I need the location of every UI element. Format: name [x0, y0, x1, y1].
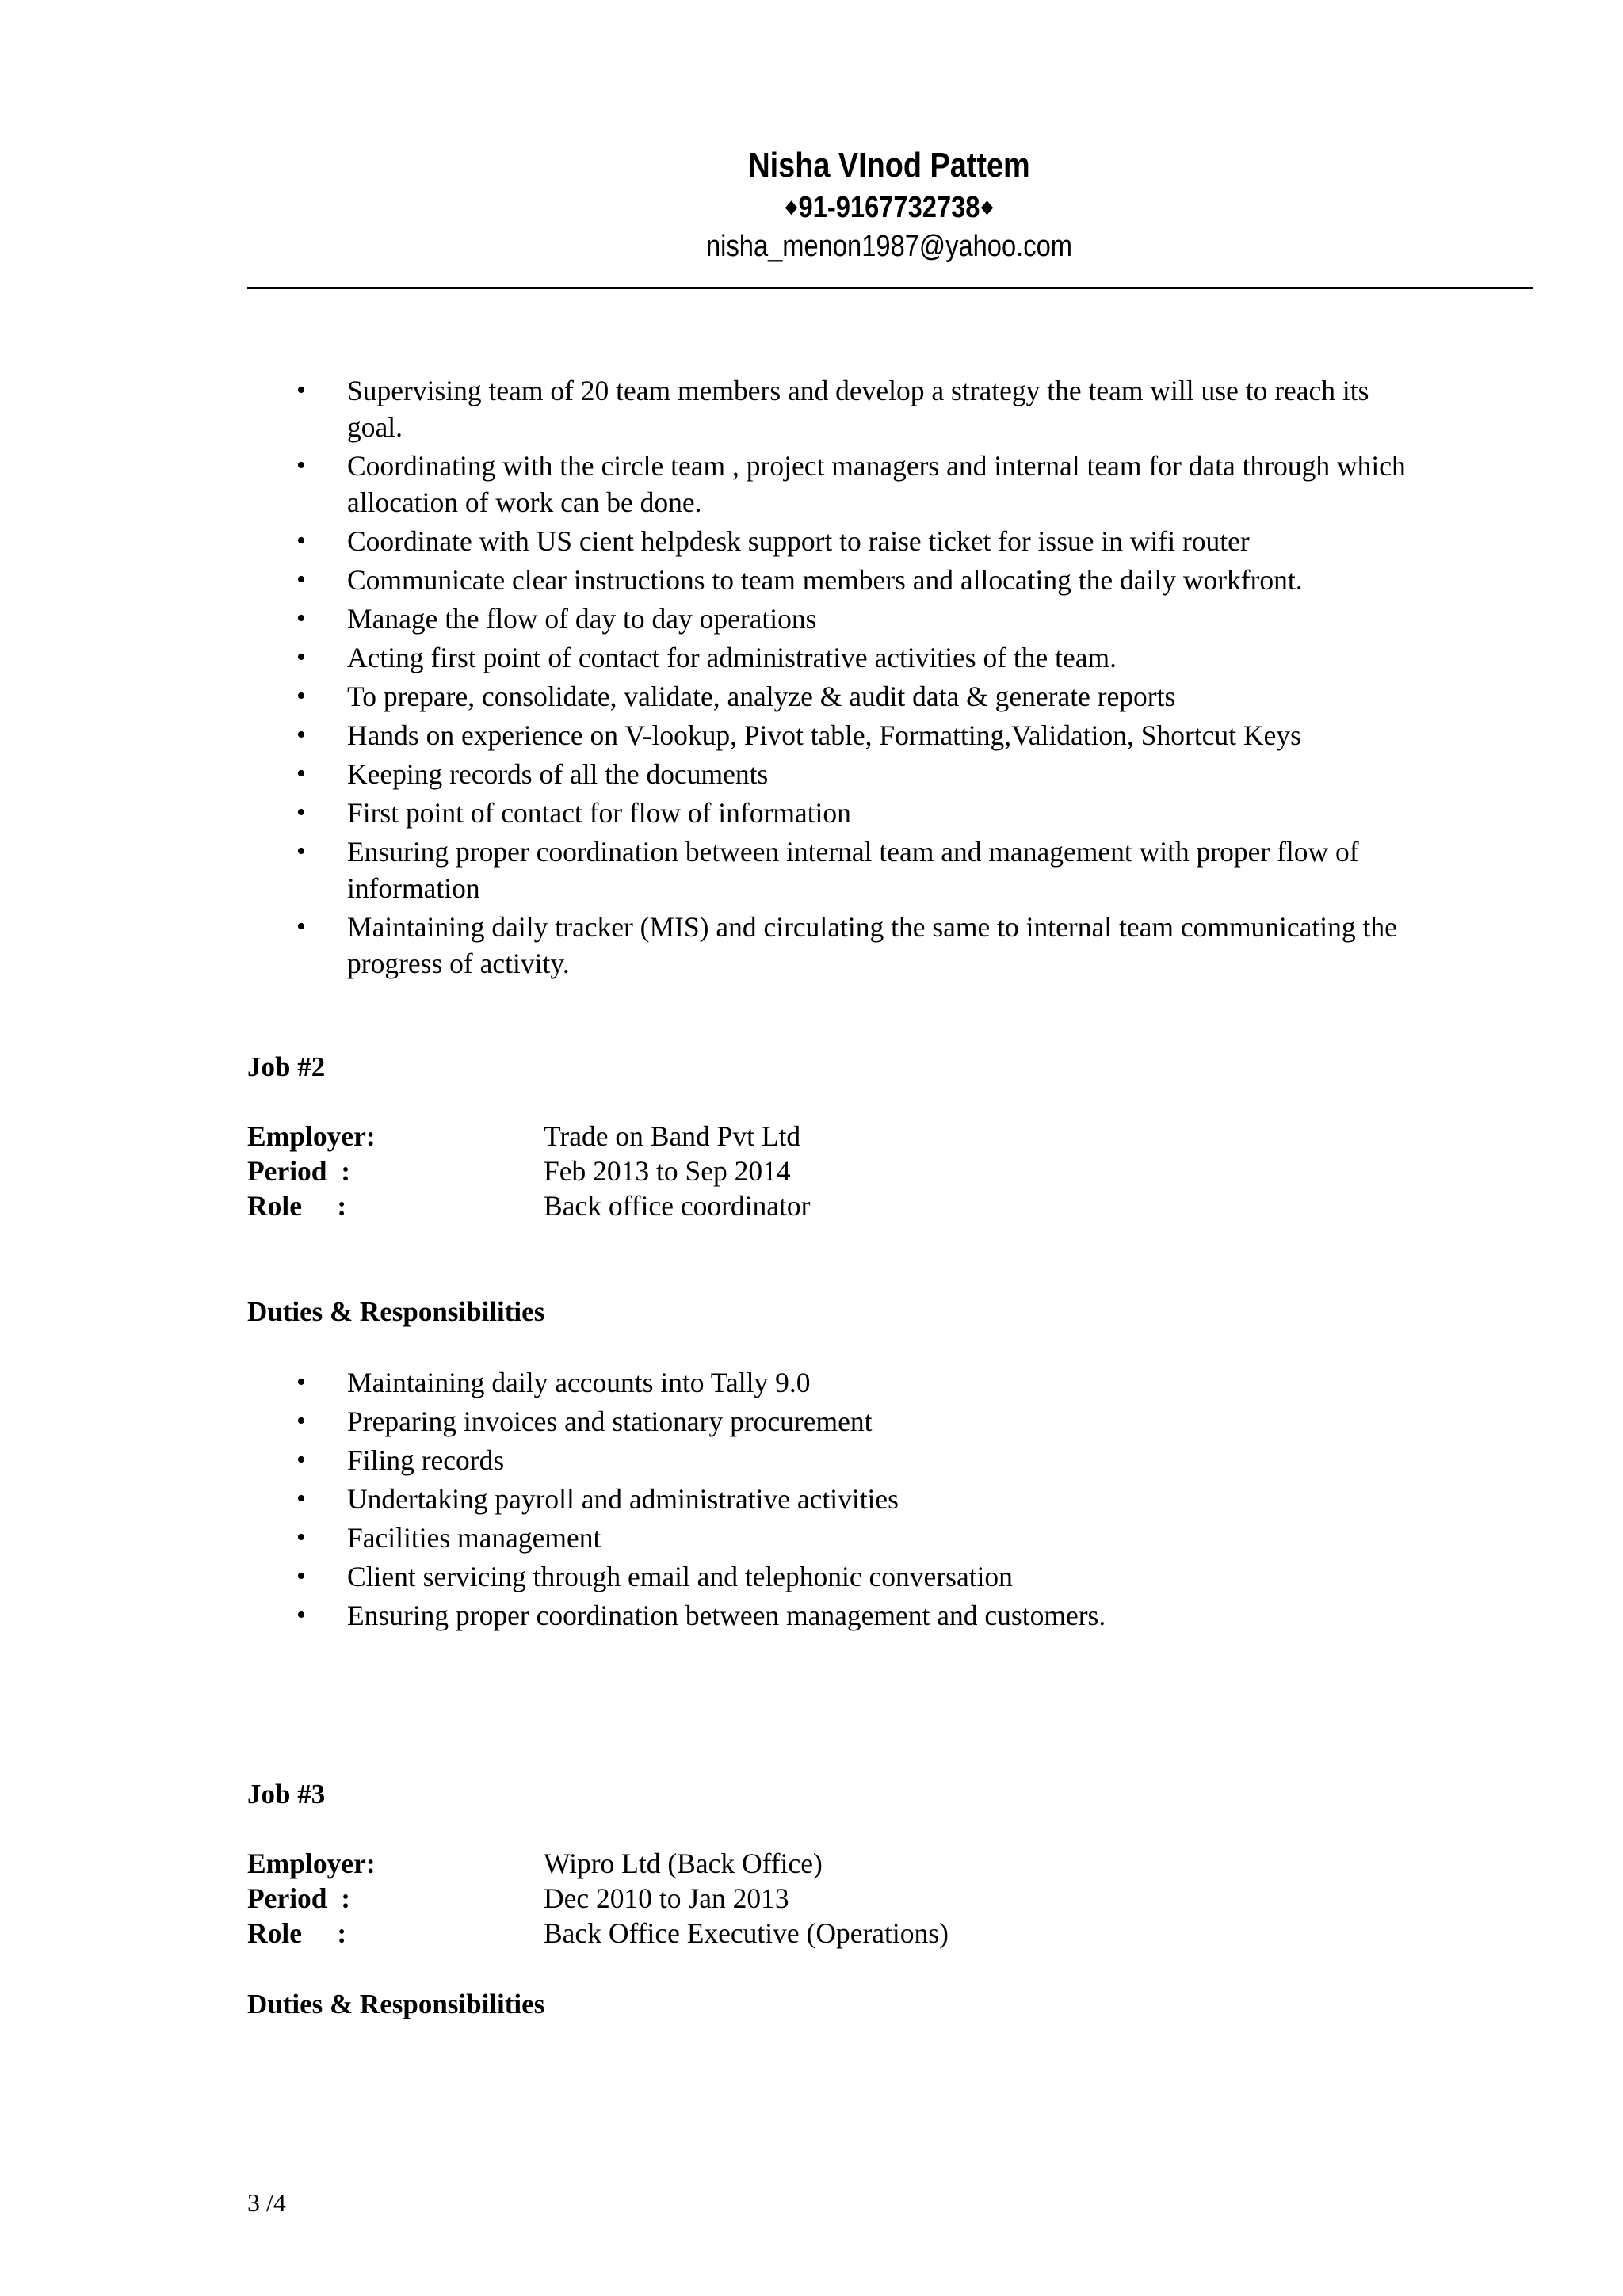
employer-label: Employer: [247, 1848, 376, 1879]
job2-details [247, 1119, 810, 1223]
job3-employer-row [247, 1846, 949, 1881]
list-item-text: Undertaking payroll and administrative activities [347, 1483, 899, 1515]
list-item [295, 448, 1420, 521]
email-address: nisha_menon1987@yahoo.com [706, 230, 1072, 263]
job2-heading: Job #2 [247, 1051, 326, 1082]
list-item [295, 795, 1420, 831]
period-value: Feb 2013 to Sep 2014 [544, 1155, 791, 1187]
list-item-text: Filing records [347, 1444, 505, 1476]
job3-heading: Job #3 [247, 1779, 326, 1810]
role-value: Back Office Executive (Operations) [544, 1917, 949, 1949]
bullet-icon: • [296, 643, 306, 672]
bullet-icon: • [296, 1562, 306, 1591]
job2-period-row [247, 1154, 810, 1188]
bullet-icon: • [296, 681, 306, 711]
list-item-text: Coordinate with US cient helpdesk support to raise ticket for issue in wifi router [347, 525, 1250, 557]
list-item-text: Manage the flow of day to day operations [347, 603, 817, 635]
list-item [295, 562, 1420, 598]
list-item-text: Maintaining daily tracker (MIS) and circulating the same to internal team communicating the progress of activity. [347, 911, 1397, 979]
job3-details [247, 1846, 949, 1951]
job3-role-row [247, 1916, 949, 1951]
diamond-bullet-icon: ◆ [981, 196, 993, 216]
diamond-bullet-icon: ◆ [785, 196, 797, 216]
bullet-icon: • [296, 1600, 306, 1630]
role-label: Role : [247, 1190, 347, 1222]
list-item-text: Acting first point of contact for administrative activities of the team. [347, 642, 1117, 673]
employer-value: Trade on Band Pvt Ltd [544, 1120, 801, 1152]
job3-duties-heading: Duties & Responsibilities [247, 1989, 545, 2019]
list-item [295, 1364, 1420, 1401]
header-divider [247, 287, 1533, 289]
bullet-icon: • [296, 451, 306, 480]
list-item-text: Preparing invoices and stationary procurement [347, 1405, 873, 1437]
phone-number: 91-9167732738 [798, 191, 980, 224]
list-item [295, 601, 1420, 637]
bullet-icon: • [296, 1367, 306, 1397]
list-item-text: Ensuring proper coordination between management and customers. [347, 1600, 1106, 1631]
list-item [295, 1597, 1420, 1634]
list-item [295, 717, 1420, 753]
list-item-text: Maintaining daily accounts into Tally 9.0 [347, 1367, 811, 1398]
bullet-icon: • [296, 798, 306, 827]
bullet-icon: • [296, 759, 306, 788]
job2-role-row [247, 1188, 810, 1223]
list-item [295, 639, 1420, 676]
candidate-name: Nisha VInod Pattem [748, 146, 1030, 185]
list-item [295, 1442, 1420, 1478]
job2-employer-row [247, 1119, 810, 1154]
list-item-text: Client servicing through email and telephonic conversation [347, 1561, 1013, 1592]
bullet-icon: • [296, 565, 306, 594]
list-item [295, 1558, 1420, 1595]
job1-duties-list [295, 372, 1420, 984]
list-item [295, 372, 1420, 445]
list-item-text: Supervising team of 20 team members and develop a strategy the team will use to reach its goal. [347, 375, 1369, 443]
job2-duties-list [295, 1364, 1420, 1636]
bullet-icon: • [296, 1445, 306, 1474]
list-item-text: Communicate clear instructions to team members and allocating the daily workfront. [347, 564, 1303, 596]
list-item-text: Ensuring proper coordination between internal team and management with proper flow of information [347, 836, 1359, 904]
bullet-icon: • [296, 1523, 306, 1552]
period-value: Dec 2010 to Jan 2013 [544, 1882, 789, 1914]
list-item-text: First point of contact for flow of information [347, 797, 851, 829]
list-item [295, 1520, 1420, 1556]
list-item-text: Keeping records of all the documents [347, 758, 769, 790]
role-value: Back office coordinator [544, 1190, 811, 1222]
bullet-icon: • [296, 376, 306, 405]
list-item-text: To prepare, consolidate, validate, analyze & audit data & generate reports [347, 681, 1176, 712]
resume-header [247, 144, 1531, 265]
employer-value: Wipro Ltd (Back Office) [544, 1848, 823, 1879]
phone-line [337, 187, 1441, 227]
list-item [295, 1403, 1420, 1440]
period-label: Period : [247, 1882, 351, 1914]
list-item [295, 833, 1420, 906]
list-item-text: Hands on experience on V-lookup, Pivot table, Formatting,Validation, Shortcut Keys [347, 719, 1301, 751]
bullet-icon: • [296, 837, 306, 866]
bullet-icon: • [296, 526, 306, 555]
list-item [295, 1481, 1420, 1517]
page-number: 3 /4 [247, 2188, 286, 2217]
bullet-icon: • [296, 604, 306, 633]
bullet-icon: • [296, 1484, 306, 1513]
list-item [295, 909, 1420, 982]
list-item [295, 678, 1420, 715]
role-label: Role : [247, 1917, 347, 1949]
bullet-icon: • [296, 912, 306, 941]
list-item [295, 523, 1420, 559]
bullet-icon: • [296, 720, 306, 749]
bullet-icon: • [296, 1406, 306, 1436]
list-item-text: Facilities management [347, 1522, 601, 1554]
job3-period-row [247, 1881, 949, 1916]
job2-duties-heading: Duties & Responsibilities [247, 1296, 545, 1327]
employer-label: Employer: [247, 1120, 376, 1152]
period-label: Period : [247, 1155, 351, 1187]
list-item [295, 756, 1420, 792]
list-item-text: Coordinating with the circle team , project managers and internal team for data through which allocation of work can be done. [347, 450, 1406, 518]
